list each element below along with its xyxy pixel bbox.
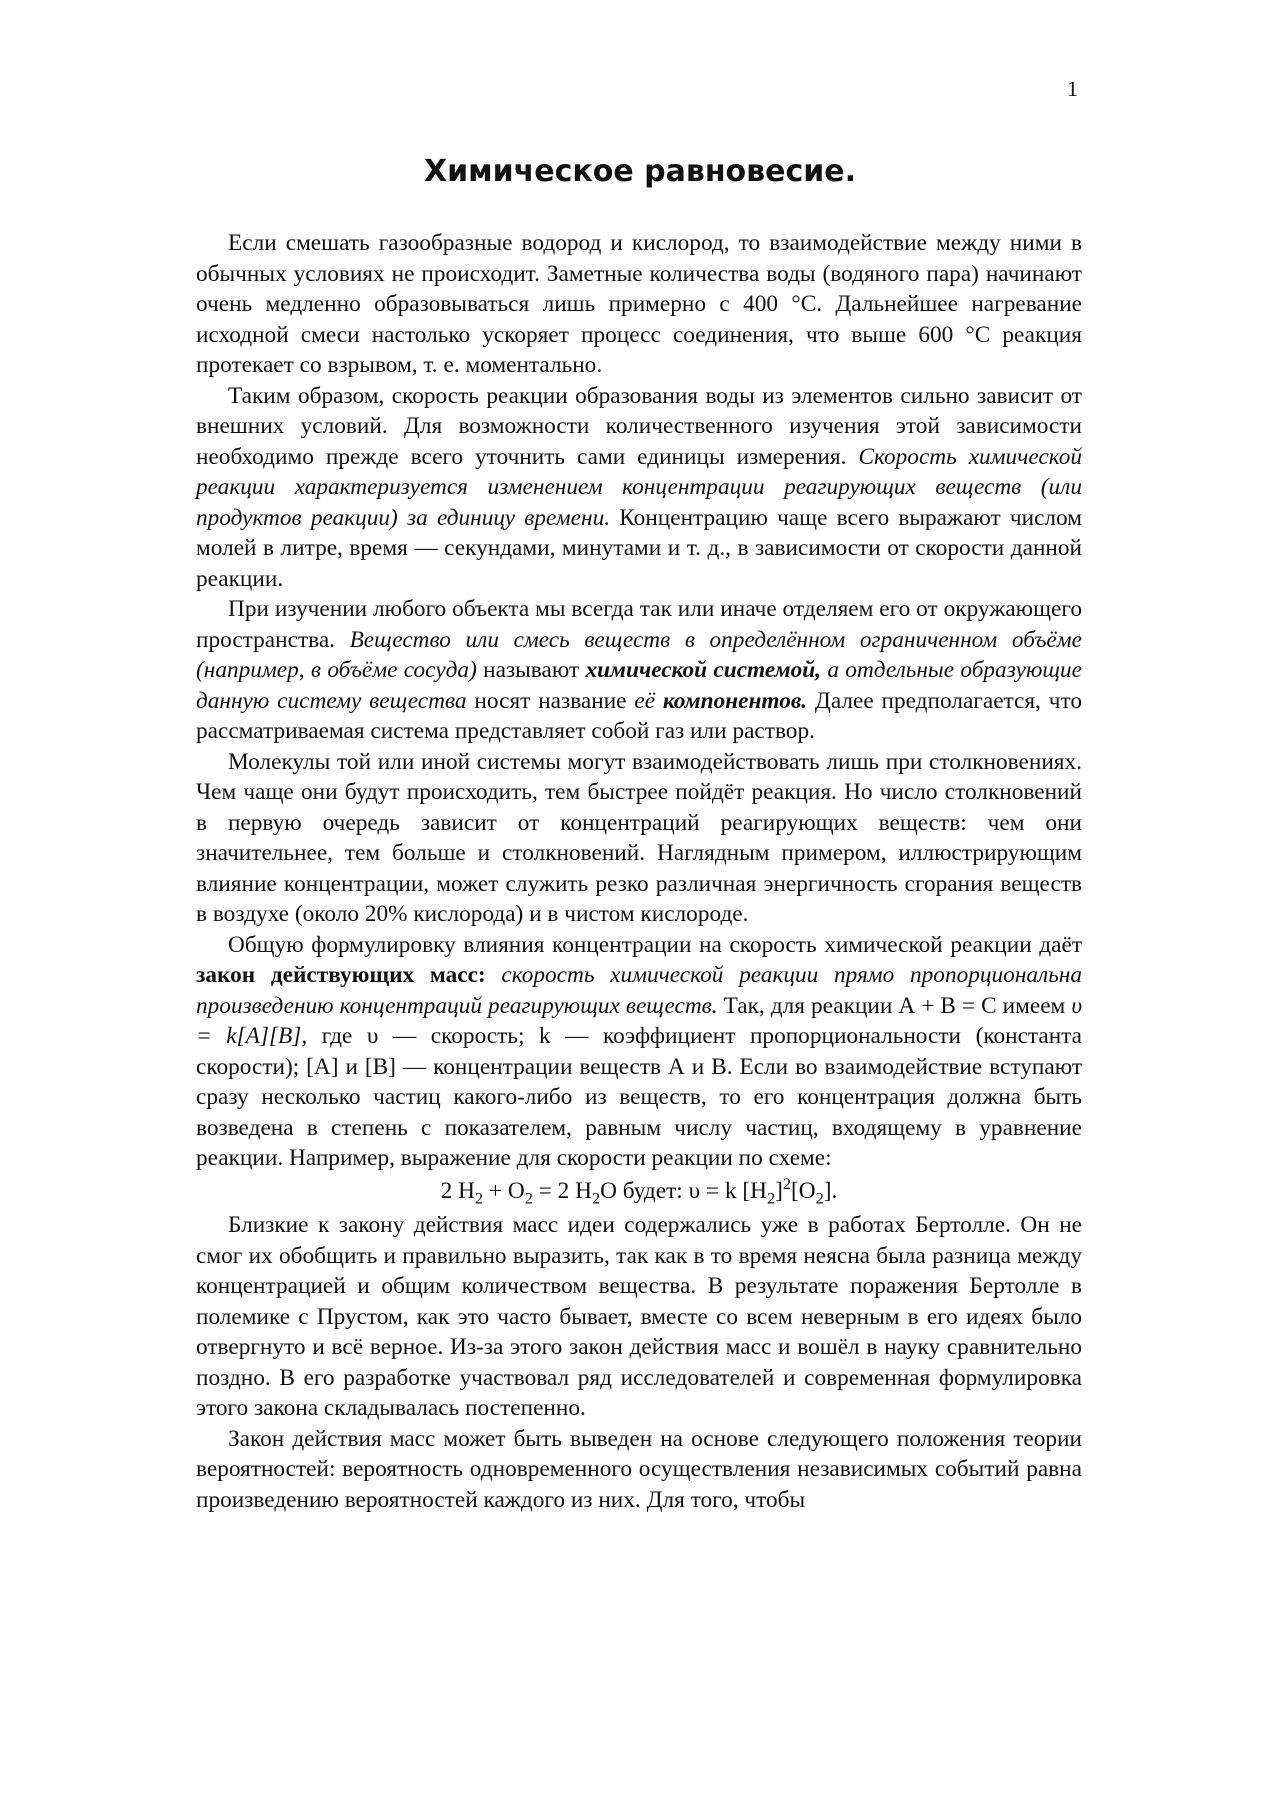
page-number: 1 [1067,76,1078,101]
formula-part: 2 H [440,1177,475,1204]
text-run: носят название [466,687,635,714]
italic-run: Вещество или смесь веществ в определённом ограниченном объёме (например, в объёме сосуда) [196,626,1082,683]
formula-part: = 2 H [532,1177,592,1204]
text-run: Общую формулировку влияния концентрации на скорость химической реакции даёт [228,931,1082,958]
paragraph-4: Молекулы той или иной системы могут взаимодействовать лишь при столкновениях. Чем чаще они будут происходить, тем быстрее пойдёт реакция. Но число столкновений в первую очередь зависит от концентраций реагирующих веществ: чем они значительнее, тем больше и столкновений. Наглядным примером, иллюстрирующим влияние концентрации, может служить резко различная энергичность сгорания веществ в воздухе (около 20% кислорода) и в чистом кислороде. [196,748,1082,927]
term-components: компонентов. [662,687,808,714]
formula-part: ]. [823,1177,838,1204]
subscript: 2 [474,1188,484,1208]
formula-part: + O [483,1177,525,1204]
italic-run: её [634,687,663,714]
formula-part: O будет: υ = k [H [600,1177,767,1204]
formula-part: ] [775,1177,783,1204]
rate-equation: υ = k[A][B], [196,992,1083,1049]
paragraph-3 [196,594,1082,747]
subscript: 2 [591,1188,601,1208]
page-title: Химическое равновесие. [423,154,857,189]
subscript: 2 [766,1188,776,1208]
superscript: 2 [782,1173,792,1193]
text-run: Так, для реакции А + В = С имеем [717,992,1072,1019]
term-chemical-system: химической системой, [585,657,822,683]
definition-reaction-rate: Скорость химической реакции характеризуется изменением концентрации реагирующих веществ (или продуктов реакции) за единицу времени. [196,443,1082,531]
law-statement: скорость химической реакции прямо пропорциональна произведению концентраций реагирующих веществ. [196,962,1083,1019]
text-run: где υ — скорость; k — коэффициент пропорциональности (константа скорости); [А] и [В] — концентрации веществ А и В. Если во взаимодействие вступают сразу несколько частиц какого-либо из веществ, то его концентрация должна быть возведена в степень с показателем, равным числу частиц, входящему в уравнение реакции. Например, выражение для скорости реакции по схеме: [196,1023,1082,1171]
text-run: называют [476,657,586,683]
paragraph-7: Закон действия масс может быть выведен на основе следующего положения теории вероятностей: вероятность одновременного осуществления независимых событий равна произведению вероятностей каждого из них. Для того, чтобы [196,1425,1082,1513]
italic-run: а отдельные образующие данную систему вещества [196,657,1082,714]
formula-part: [O [791,1177,816,1204]
text-run: Концентрацию чаще всего выражают числом молей в литре, время — секундами, минутами и т. д., в зависимости от скорости данной реакции. [196,504,1083,592]
paragraph-6: Близкие к закону действия масс идеи содержались уже в работах Бертолле. Он не смог их обобщить и правильно выразить, так как в то время неясна была разница между концентрацией и общим количеством вещества. В результате поражения Бертолле в полемике с Прустом, как это часто бывает, вместе со всем неверным в его идеях было отвергнуто и всё верное. Из-за этого закон действия масс и вошёл в науку сравнительно поздно. В его разработке участвовал ряд исследователей и современная формулировка этого закона складывалась постепенно. [196,1212,1082,1421]
formula-line [196,1173,1082,1208]
subscript: 2 [524,1188,533,1208]
text-run: Далее предполагается, что рассматриваемая система представляет собой газ или раствор. [196,687,1082,744]
subscript: 2 [815,1188,824,1208]
paragraph-5 [196,930,1082,1174]
term-law-of-mass-action: закон действующих масс: [196,962,486,988]
paragraph-1: Если смешать газообразные водород и кислород, то взаимодействие между ними в обычных условиях не происходит. Заметные количества воды (водяного пара) начинают очень медленно образовываться лишь примерно с 400 °С. Дальнейшее нагревание исходной смеси настолько ускоряет процесс соединения, что выше 600 °С реакция протекает со взрывом, т. е. моментально. [196,230,1082,378]
text-run: Таким образом, скорость реакции образования воды из элементов сильно зависит от внешних условий. Для возможности количественного изучения этой зависимости необходимо прежде всего уточнить сами единицы измерения. [196,382,1082,470]
paragraph-2 [196,381,1082,595]
text-run: При изучении любого объекта мы всегда так или иначе отделяем его от окружающего пространства. [196,596,1082,653]
document-body [196,228,1082,1515]
